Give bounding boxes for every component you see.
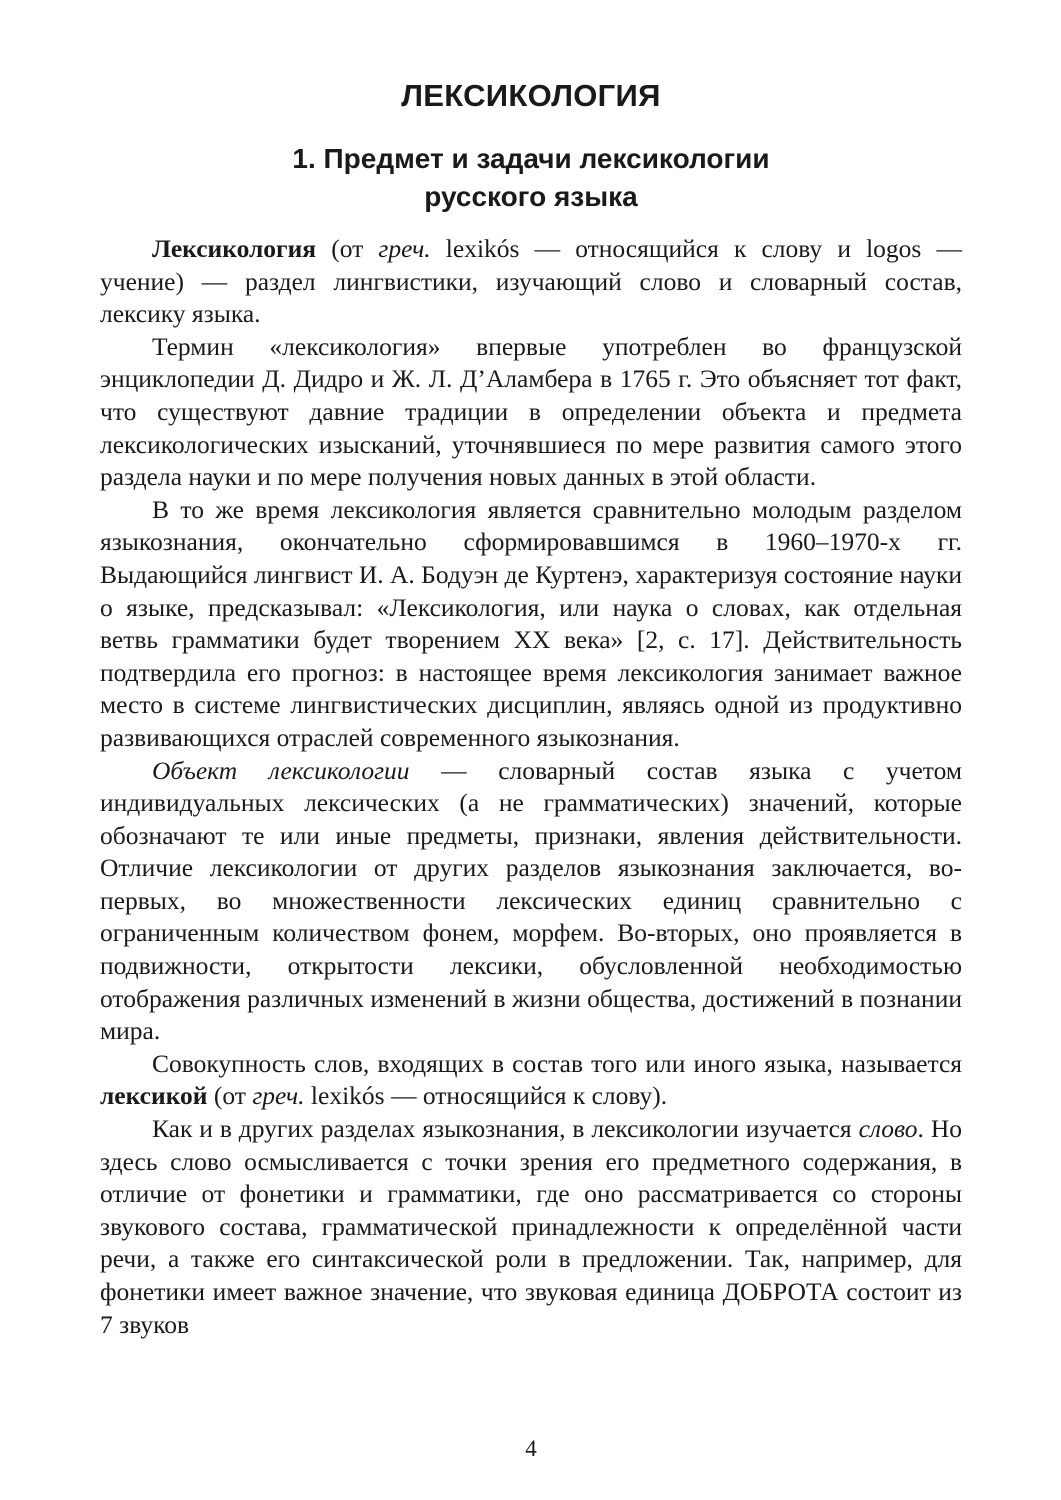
term-lexicology: Лексикология xyxy=(152,234,317,263)
paragraph-text: lexikós — относящийся к слову и logos — учение) — раздел лингвистики, изучающий слово и словарный состав, лексику языка. xyxy=(100,234,962,329)
paragraph-young-discipline: В то же время лексикология является сравнительно молодым разделом языкознания, окончательно сформировавшимся в 1960–1970-х гг. Выдающийся лингвист И. А. Бодуэн де Куртенэ, характеризуя состояние науки о языке, предсказывал: «Лексикология, или наука о словах, как отдельная ветвь грамматики будет творением XX века» [2, с. 17]. Действительность подтвердила его прогноз: в настоящее время лексикология занимает важное место в системе лингвистических дисциплин, являясь одной из продуктивно развивающихся отраслей современного языкознания. xyxy=(100,494,962,752)
abbr-greek: греч. xyxy=(378,234,431,263)
term-object-of-lexicology: Объект лексикологии xyxy=(152,755,410,785)
section-title xyxy=(100,140,962,216)
chapter-title: ЛЕКСИКОЛОГИЯ xyxy=(401,78,661,113)
paragraph-text: lexikós — относящийся к слову). xyxy=(304,1081,668,1111)
paragraph-text: — словарный состав языка с учетом индивидуальных лексических (а не грамматических) значений, которые обозначают те или иные предметы, признаки, явления действительности. Отличие лексикологии от других разделов языкознания заключается, во-первых, во множественности лексических единиц сравнительно с ограниченным количеством фонем, морфем. Во-вторых, оно проявляется в подвижности, открытости лексики, обусловленной необходимостью отображения различных изменений в жизни общества, достижений в познании мира. xyxy=(100,755,962,1046)
term-word: слово xyxy=(858,1114,918,1144)
paragraph-text: Совокупность слов, входящих в состав того или иного языка, называется xyxy=(152,1048,962,1078)
paragraph-text: Как и в других разделах языкознания, в лексикологии изучается xyxy=(152,1114,859,1144)
paragraph-text: . Но здесь слово осмысливается с точки зрения его предметного содержания, в отличие от фонетики и грамматики, где оно рассматривается со стороны звукового состава, грамматической принадлежности к определённой части речи, а также его синтаксической роли в предложении. Так, например, для фонетики имеет важное значение, что звуковая единица ДОБРОТА состоит из 7 звуков xyxy=(100,1114,962,1339)
paragraph-lexicology-definition xyxy=(100,233,962,331)
section-title-line-2: русского языка xyxy=(424,181,638,212)
body-text xyxy=(100,233,962,1341)
paragraph-text: (от xyxy=(207,1081,253,1111)
abbr-greek: греч. xyxy=(252,1081,305,1111)
term-lexicon: лексикой xyxy=(100,1081,208,1111)
paragraph-text: (от xyxy=(316,234,379,263)
paragraph-object-of-lexicology xyxy=(100,755,962,1048)
section-title-line-1: 1. Предмет и задачи лексикологии xyxy=(292,143,770,174)
paragraph-term-history: Термин «лексикология» впервые употреблен во французской энциклопедии Д. Дидро и Ж. Л. Д’Аламбера в 1765 г. Это объясняет тот факт, что существуют давние традиции в определении объекта и предмета лексикологических изысканий, уточнявшиеся по мере развития самого этого раздела науки и по мере получения новых данных в этой области. xyxy=(100,331,962,492)
paragraph-word-study xyxy=(100,1113,962,1341)
paragraph-lexicon-definition xyxy=(100,1048,962,1113)
page-number: 4 xyxy=(525,1436,537,1461)
document-page xyxy=(100,0,962,1500)
